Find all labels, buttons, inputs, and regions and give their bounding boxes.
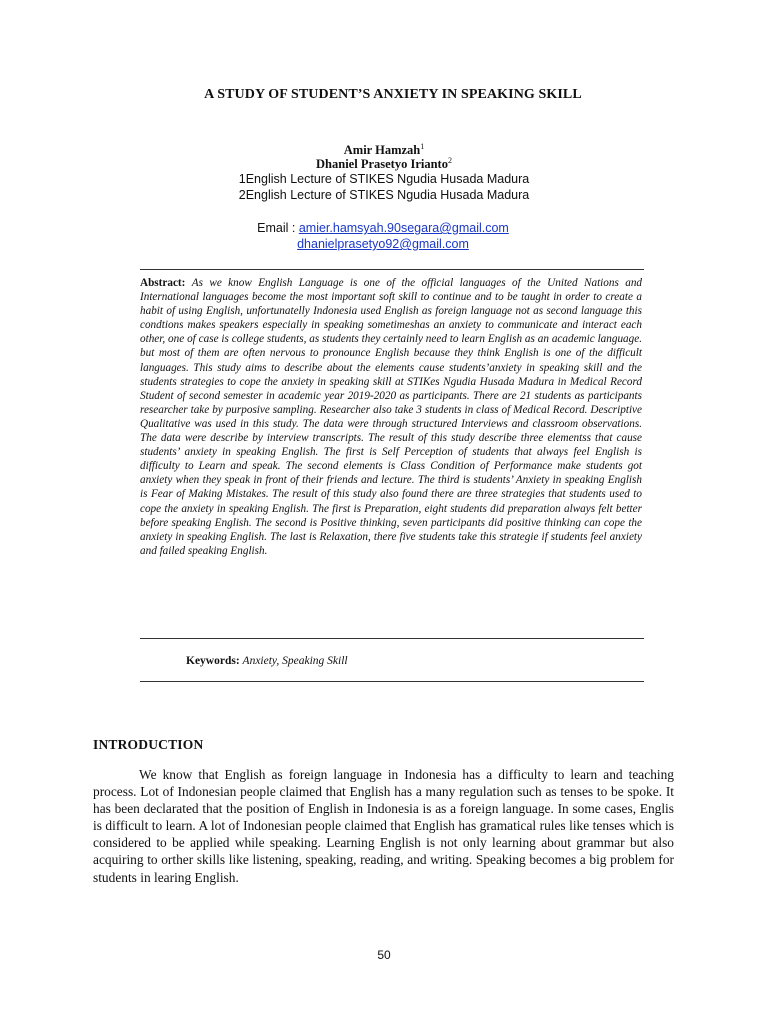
introduction-paragraph: We know that English as foreign language in Indonesia has a difficulty to learn and teaching process. Lot of Indonesian people claimed that English has a many regulation such as tenses to be spoke. It has been declarated that the position of English in Indonesia is as a foreign language. In some cases, Englis is difficult to learn. A lot of Indonesian people claimed that English has gramatical rules like tenses which is considered to be applied while speaking. Learning English is not only learning about grammar but also acquiring to orther skills like listening, speaking, reading, and writing. Speaking becomes a big problem for students in learing English. <box>93 767 674 885</box>
email-link-2[interactable]: dhanielprasetyo92@gmail.com <box>297 237 469 251</box>
affiliation-2: 2English Lecture of STIKES Ngudia Husada Madura <box>238 188 530 202</box>
author-2-sup: 2 <box>447 155 452 165</box>
page-number: 50 <box>377 948 391 962</box>
paper-title: A STUDY OF STUDENT’S ANXIETY IN SPEAKING SKILL <box>204 87 582 102</box>
author-2 <box>0 157 768 171</box>
email-label: Email : <box>257 221 296 235</box>
keywords <box>186 655 348 667</box>
author-block <box>0 143 768 203</box>
author-1-sup: 1 <box>420 141 425 151</box>
email-line-2 <box>0 236 766 252</box>
email-line-1 <box>0 220 766 236</box>
abstract-label: Abstract: <box>140 277 186 289</box>
keywords-text: Anxiety, Speaking Skill <box>242 655 348 667</box>
abstract <box>140 276 642 558</box>
author-2-name: Dhaniel Prasetyo Irianto <box>316 157 448 171</box>
email-link-1[interactable]: amier.hamsyah.90segara@gmail.com <box>298 221 509 235</box>
author-1-name: Amir Hamzah <box>343 143 421 157</box>
abstract-top-rule <box>140 269 644 270</box>
affiliation-1: 1English Lecture of STIKES Ngudia Husada Madura <box>238 172 530 186</box>
keywords-label: Keywords: <box>186 655 240 667</box>
abstract-text: As we know English Language is one of the official languages of the United Nations and International languages become the most important soft skill to continue and to be taught in order to create a habit of using English, unfortunatelly Indonesia used English as foreign language not as second language this condtions makes speakers especially in speaking sometimeshas an anxiety to communicate and interact each other, one of case is college students, as students they certainly need to learn English as an academic language. but most of them are often nervous to pronounce English because they think English is one of the difficult languages. This study aims to describe about the elements cause students’anxiety in speaking skill and the students strategies to cope the anxiety in speaking skill at STIKes Ngudia Husada Madura in Medical Record Student of second semester in academic year 2019-2020 as participants. There are 21 students as participants researcher take by purposive sampling. Researcher also take 3 students in class of Medical Record. Descriptive Qualitative was used in this study. The data were through structured Interviews and classroom observations. The data were describe by interview transcripts. The result of this study describe three elementss that cause students’ anxiety in speaking English. The first is Self Perception of students that always feel English is difficulty to Learn and speak. The second elements is Class Condition of Performance make students got anxiety when they speak in front of their friends and lecture. The third is students’ Anxiety in speaking English is Fear of Making Mistakes. The result of this study also found there are three strategies that students used to cope the anxiety in speaking English. The first is Preparation, eight students did preparation always felt better before speaking English. The second is Positive thinking, seven participants did positive thinking can cope the anxiety in speaking English. The last is Relaxation, there five students take this strategie if students feel anxiety and failed speaking English. <box>140 277 643 557</box>
abstract-bottom-rule <box>140 638 644 639</box>
keywords-bottom-rule <box>140 681 644 682</box>
email-block <box>0 220 766 252</box>
author-1 <box>0 143 768 157</box>
section-heading-introduction: INTRODUCTION <box>93 737 204 752</box>
